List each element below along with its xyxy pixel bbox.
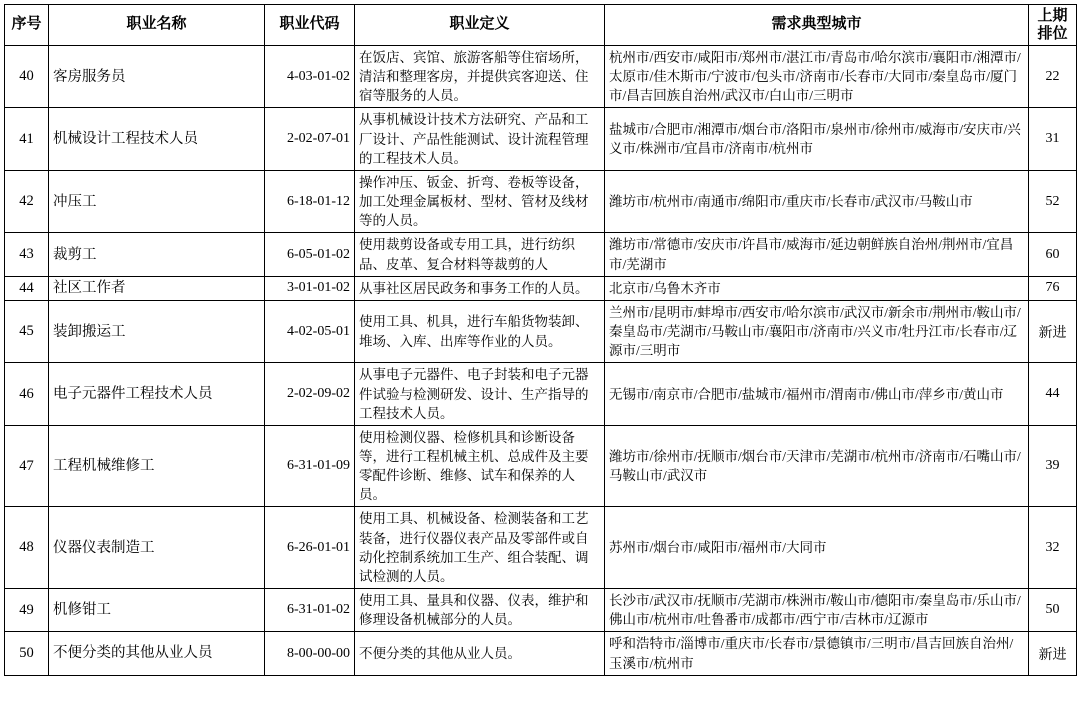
column-header-rank-line1: 上期 xyxy=(1037,8,1068,24)
cell-rank: 32 xyxy=(1029,507,1077,589)
cell-definition: 使用裁剪设备或专用工具，进行纺织品、皮革、复合材料等裁剪的人 xyxy=(355,233,605,276)
cell-code: 2-02-07-01 xyxy=(265,108,355,170)
cell-name: 裁剪工 xyxy=(49,233,265,276)
cell-cities: 潍坊市/徐州市/抚顺市/烟台市/天津市/芜湖市/杭州市/济南市/石嘴山市/马鞍山市/武汉市 xyxy=(605,425,1029,507)
cell-definition: 从事社区居民政务和事务工作的人员。 xyxy=(355,276,605,300)
cell-rank: 50 xyxy=(1029,589,1077,632)
cell-seq: 42 xyxy=(5,170,49,232)
cell-definition: 使用工具、量具和仪器、仪表，维护和修理设备机械部分的人员。 xyxy=(355,589,605,632)
cell-cities: 北京市/乌鲁木齐市 xyxy=(605,276,1029,300)
cell-code: 6-31-01-09 xyxy=(265,425,355,507)
cell-cities: 潍坊市/杭州市/南通市/绵阳市/重庆市/长春市/武汉市/马鞍山市 xyxy=(605,170,1029,232)
cell-rank: 31 xyxy=(1029,108,1077,170)
cell-seq: 46 xyxy=(5,363,49,425)
cell-name: 机械设计工程技术人员 xyxy=(49,108,265,170)
cell-seq: 40 xyxy=(5,46,49,108)
table-row xyxy=(5,425,1077,507)
cell-rank: 76 xyxy=(1029,276,1077,300)
column-header-definition: 职业定义 xyxy=(355,5,605,46)
table-row xyxy=(5,589,1077,632)
cell-code: 6-31-01-02 xyxy=(265,589,355,632)
cell-cities: 潍坊市/常德市/安庆市/许昌市/威海市/延边朝鲜族自治州/荆州市/宜昌市/芜湖市 xyxy=(605,233,1029,276)
cell-cities: 长沙市/武汉市/抚顺市/芜湖市/株洲市/鞍山市/德阳市/秦皇岛市/乐山市/佛山市/杭州市/吐鲁番市/成都市/西宁市/吉林市/辽源市 xyxy=(605,589,1029,632)
cell-rank: 新进 xyxy=(1029,300,1077,362)
cell-rank: 60 xyxy=(1029,233,1077,276)
column-header-code: 职业代码 xyxy=(265,5,355,46)
cell-name: 冲压工 xyxy=(49,170,265,232)
table-row xyxy=(5,233,1077,276)
cell-rank: 39 xyxy=(1029,425,1077,507)
cell-name: 社区工作者 xyxy=(49,276,265,300)
cell-code: 6-05-01-02 xyxy=(265,233,355,276)
cell-rank: 新进 xyxy=(1029,632,1077,675)
cell-definition: 从事机械设计技术方法研究、产品和工厂设计、产品性能测试、设计流程管理的工程技术人员。 xyxy=(355,108,605,170)
table-header-row xyxy=(5,5,1077,46)
cell-name: 电子元器件工程技术人员 xyxy=(49,363,265,425)
cell-code: 6-18-01-12 xyxy=(265,170,355,232)
cell-name: 客房服务员 xyxy=(49,46,265,108)
column-header-rank-line2: 排位 xyxy=(1037,26,1068,42)
cell-seq: 48 xyxy=(5,507,49,589)
cell-code: 4-03-01-02 xyxy=(265,46,355,108)
cell-cities: 无锡市/南京市/合肥市/盐城市/福州市/渭南市/佛山市/萍乡市/黄山市 xyxy=(605,363,1029,425)
cell-code: 3-01-01-02 xyxy=(265,276,355,300)
table-row xyxy=(5,276,1077,300)
table-header xyxy=(5,5,1077,46)
cell-definition: 操作冲压、钣金、折弯、卷板等设备，加工处理金属板材、型材、管材及线材等的人员。 xyxy=(355,170,605,232)
cell-seq: 45 xyxy=(5,300,49,362)
column-header-cities: 需求典型城市 xyxy=(605,5,1029,46)
cell-code: 4-02-05-01 xyxy=(265,300,355,362)
column-header-name: 职业名称 xyxy=(49,5,265,46)
table-row xyxy=(5,363,1077,425)
table-row xyxy=(5,300,1077,362)
cell-cities: 兰州市/昆明市/蚌埠市/西安市/哈尔滨市/武汉市/新余市/荆州市/鞍山市/秦皇岛市/芜湖市/马鞍山市/襄阳市/济南市/兴义市/牡丹江市/长春市/辽源市/三明市 xyxy=(605,300,1029,362)
cell-code: 8-00-00-00 xyxy=(265,632,355,675)
cell-seq: 49 xyxy=(5,589,49,632)
cell-cities: 苏州市/烟台市/咸阳市/福州市/大同市 xyxy=(605,507,1029,589)
table-body xyxy=(5,46,1077,676)
cell-name: 装卸搬运工 xyxy=(49,300,265,362)
cell-name: 机修钳工 xyxy=(49,589,265,632)
table-row xyxy=(5,632,1077,675)
cell-name: 工程机械维修工 xyxy=(49,425,265,507)
table-row xyxy=(5,108,1077,170)
occupation-shortage-table xyxy=(4,4,1077,676)
cell-seq: 44 xyxy=(5,276,49,300)
cell-seq: 43 xyxy=(5,233,49,276)
cell-cities: 盐城市/合肥市/湘潭市/烟台市/洛阳市/泉州市/徐州市/威海市/安庆市/兴义市/株洲市/宜昌市/济南市/杭州市 xyxy=(605,108,1029,170)
cell-definition: 不便分类的其他从业人员。 xyxy=(355,632,605,675)
cell-definition: 使用工具、机械设备、检测装备和工艺装备，进行仪器仪表产品及零部件或自动化控制系统加工生产、组合装配、调试检测的人员。 xyxy=(355,507,605,589)
cell-definition: 使用检测仪器、检修机具和诊断设备等，进行工程机械主机、总成件及主要零配件诊断、维修、试车和保养的人员。 xyxy=(355,425,605,507)
cell-definition: 在饭店、宾馆、旅游客船等住宿场所，清洁和整理客房，并提供宾客迎送、住宿等服务的人员。 xyxy=(355,46,605,108)
cell-cities: 呼和浩特市/淄博市/重庆市/长春市/景德镇市/三明市/昌吉回族自治州/玉溪市/杭州市 xyxy=(605,632,1029,675)
column-header-seq: 序号 xyxy=(5,5,49,46)
cell-seq: 41 xyxy=(5,108,49,170)
column-header-rank xyxy=(1029,5,1077,46)
table-row xyxy=(5,46,1077,108)
cell-rank: 44 xyxy=(1029,363,1077,425)
cell-rank: 22 xyxy=(1029,46,1077,108)
cell-definition: 使用工具、机具，进行车船货物装卸、堆场、入库、出库等作业的人员。 xyxy=(355,300,605,362)
table-row xyxy=(5,170,1077,232)
cell-code: 6-26-01-01 xyxy=(265,507,355,589)
cell-cities: 杭州市/西安市/咸阳市/郑州市/湛江市/青岛市/哈尔滨市/襄阳市/湘潭市/太原市/佳木斯市/宁波市/包头市/济南市/长春市/大同市/秦皇岛市/厦门市/昌吉回族自治州/武汉市/白山市/三明市 xyxy=(605,46,1029,108)
cell-code: 2-02-09-02 xyxy=(265,363,355,425)
table-row xyxy=(5,507,1077,589)
cell-seq: 47 xyxy=(5,425,49,507)
cell-name: 仪器仪表制造工 xyxy=(49,507,265,589)
cell-seq: 50 xyxy=(5,632,49,675)
cell-rank: 52 xyxy=(1029,170,1077,232)
cell-definition: 从事电子元器件、电子封装和电子元器件试验与检测研发、设计、生产指导的工程技术人员。 xyxy=(355,363,605,425)
cell-name: 不便分类的其他从业人员 xyxy=(49,632,265,675)
